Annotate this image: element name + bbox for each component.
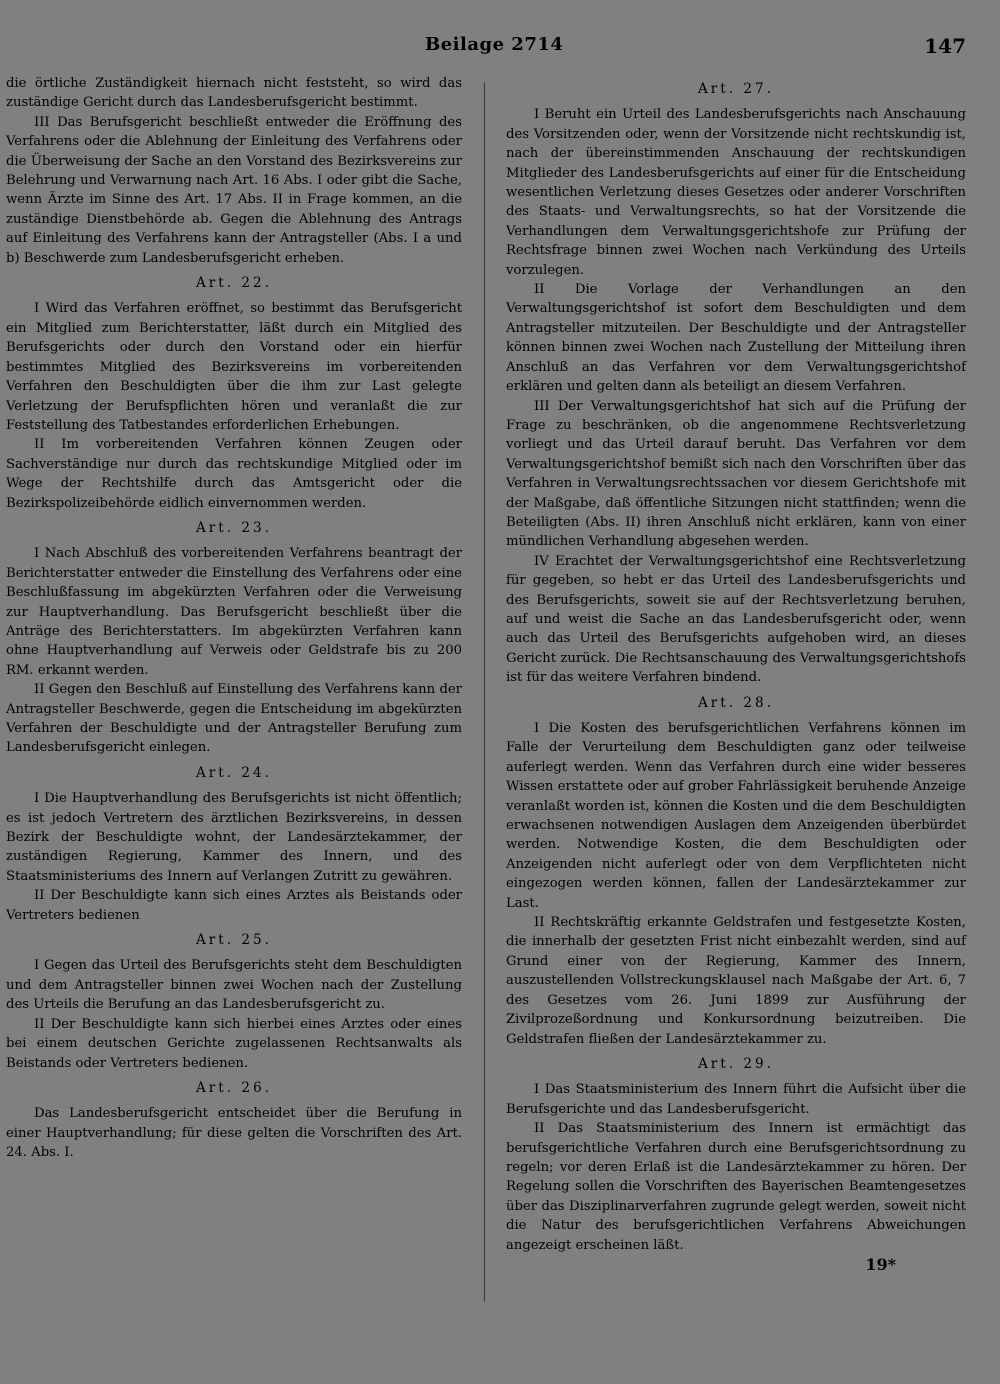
article-heading: Art. 28.: [697, 694, 775, 711]
page-header: [0, 34, 1000, 64]
paragraph: IV Erachtet der Verwaltungsgerichtshof eine Rechtsverletzung für gegeben, so hebt er das Urteil des Landesberufsgerichts und des Berufsgerichts, soweit sie auf der Rechtsverletzung beruhen, auf und weist die Sache an das Landesberufsgericht oder, wenn auch das Urteil des Berufsgerichts aufgehoben wird, an dieses Gericht zurück. Die Rechtsanschauung des Verwaltungsgerichtshofs ist für das weitere Verfahren bindend.: [506, 553, 966, 686]
article-heading: Art. 23.: [195, 519, 273, 536]
paragraph: I Die Hauptverhandlung des Berufsgerichts ist nicht öffentlich; es ist jedoch Vertretern des ärztlichen Bezirksvereins, in dessen Bezirk der Beschuldigte wohnt, der Landesärztekammer, der zuständigen Regierung, Kammer des Innern, und des Staatsministeriums des Innern auf Verlangen Zutritt zu gewähren.: [6, 791, 462, 884]
paragraph: II Rechtskräftig erkannte Geldstrafen und festgesetzte Kosten, die innerhalb der gesetzten Frist nicht einbezahlt werden, sind auf Grund einer von der Regierung, Kammer des Innern, auszustellenden Vollstreckungsklausel nach Maßgabe der Art. 6, 7 des Gesetzes vom 26. Juni 1899 zur Ausführung der Zivilprozeßordnung und Konkursordnung beizutreiben. Die Geldstrafen fließen der Landesärztekammer zu.: [506, 915, 966, 1047]
column-divider: [484, 82, 485, 1302]
paragraph: I Gegen das Urteil des Berufsgerichts steht dem Beschuldigten und dem Antragsteller binnen zwei Wochen nach der Zustellung des Urteils die Berufung an das Landesberufsgericht zu.: [6, 958, 462, 1013]
paragraph: I Das Staatsministerium des Innern führt die Aufsicht über die Berufsgerichte und das Landesberufsgericht.: [506, 1082, 966, 1117]
paragraph: II Der Beschuldigte kann sich hierbei eines Arztes oder eines bei einem deutschen Gerichte zugelassenen Rechtsanwalts als Beistands oder Vertreters bedienen.: [6, 1016, 462, 1071]
paragraph: II Der Beschuldigte kann sich eines Arztes als Beistands oder Vertreters bedienen: [6, 888, 462, 923]
article-heading: Art. 22.: [195, 275, 273, 292]
paragraph: II Das Staatsministerium des Innern ist ermächtigt das berufsgerichtliche Verfahren durch eine Berufsgerichtsordnung zu regeln; vor deren Erlaß ist die Landesärztekammer zu hören. Der Regelung sollen die Vorschriften des Bayerischen Beamtengesetzes über das Disziplinarverfahren zugrunde gelegt werden, soweit nicht die Natur des berufsgerichtlichen Verfahrens Abweichungen angezeigt erscheinen läßt.: [506, 1121, 966, 1253]
article-heading: Art. 26.: [195, 1079, 273, 1096]
article-heading: Art. 29.: [697, 1055, 775, 1072]
paragraph: II Im vorbereitenden Verfahren können Zeugen oder Sachverständige nur durch das rechtskundige Mitglied oder im Wege der Rechtshilfe durch das Amtsgericht oder die Bezirkspolizeibehörde eidlich einvernommen werden.: [6, 437, 462, 511]
signature-mark: 19*: [865, 1254, 896, 1274]
paragraph: III Das Berufsgericht beschließt entweder die Eröffnung des Verfahrens oder die Ablehnung der Einleitung des Verfahrens oder die Überweisung der Sache an den Vorstand des Bezirksvereins zur Belehrung und Verwarnung nach Art. 16 Abs. I oder gibt die Sache, wenn Ärzte im Sinne des Art. 17 Abs. II in Frage kommen, an die zuständige Dienstbehörde ab. Gegen die Ablehnung des Antrags auf Einleitung des Verfahrens kann der Antragsteller (Abs. I a und b) Beschwerde zum Landesberufsgericht erheben.: [6, 114, 462, 266]
paragraph: II Gegen den Beschluß auf Einstellung des Verfahrens kann der Antragsteller Beschwerde, gegen die Entscheidung im abgekürzten Verfahren der Beschuldigte und der Antragsteller Berufung zum Landesberufsgericht einlegen.: [6, 682, 462, 756]
paragraph: I Nach Abschluß des vorbereitenden Verfahrens beantragt der Berichterstatter entweder die Einstellung des Verfahrens oder eine Beschlußfassung im abgekürzten Verfahren oder die Verweisung zur Hauptverhandlung. Das Berufsgericht beschließt über die Anträge des Berichterstatters. Im abgekürzten Verfahren kann ohne Hauptverhandlung auf Verweis oder Geldstrafe bis zu 200 RM. erkannt werden.: [6, 546, 462, 678]
paragraph: Das Landesberufsgericht entscheidet über die Berufung in einer Hauptverhandlung; für diese gelten die Vorschriften des Art. 24. Abs. I.: [6, 1106, 462, 1161]
paragraph: II Die Vorlage der Verhandlungen an den Verwaltungsgerichtshof ist sofort dem Beschuldigten und dem Antragsteller mitzuteilen. Der Beschuldigte und der Antragsteller können binnen zwei Wochen nach Zustellung der Mitteilung ihren Anschluß an das Verfahren vor dem Verwaltungsgerichtshof erklären und gelten dann als beteiligt an diesem Verfahren.: [506, 282, 966, 395]
left-column: [6, 74, 462, 1163]
paragraph: III Der Verwaltungsgerichtshof hat sich auf die Prüfung der Frage zu beschränken, ob die angenommene Rechtsverletzung vorliegt und das Urteil darauf beruht. Das Verfahren vor dem Verwaltungsgerichtshof bemißt sich nach den Vorschriften über das Verfahren in Verwaltungsrechtssachen vor diesem Gerichtshofe mit der Maßgabe, daß öffentliche Sitzungen nicht stattfinden; wenn die Beteiligten (Abs. II) ihren Anschluß nicht erklären, kann von einer mündlichen Verhandlung abgesehen werden.: [506, 398, 966, 550]
paragraph: I Die Kosten des berufsgerichtlichen Verfahrens können im Falle der Verurteilung dem Beschuldigten ganz oder teilweise auferlegt werden. Wenn das Verfahren durch eine wider besseres Wissen erstattete oder auf grober Fahrlässigkeit beruhende Anzeige veranlaßt worden ist, können die Kosten und die dem Beschuldigten erwachsenen notwendigen Auslagen dem Anzeigenden überbürdet werden. Notwendige Kosten, die dem Beschuldigten oder Anzeigenden nicht auferlegt oder von dem Verpflichteten nicht eingezogen werden können, fallen der Landesärztekammer zur Last.: [506, 721, 966, 911]
paragraph: I Wird das Verfahren eröffnet, so bestimmt das Berufsgericht ein Mitglied zum Berichterstatter, läßt durch ein Mitglied des Berufsgerichts oder durch den Vorstand oder ein hierfür bestimmtes Mitglied des Bezirksvereins im vorbereitenden Verfahren den Beschuldigten über die ihm zur Last gelegte Verletzung der Berufspflichten hören und veranlaßt die zur Feststellung des Tatbestandes erforderlichen Erhebungen.: [6, 301, 462, 433]
paragraph: die örtliche Zuständigkeit hiernach nicht feststeht, so wird das zuständige Gericht durch das Landesberufsgericht bestimmt.: [6, 76, 462, 111]
page-number: 147: [924, 34, 966, 58]
right-column: [506, 74, 966, 1274]
page-title: Beilage 2714: [425, 34, 564, 55]
article-heading: Art. 27.: [697, 81, 775, 97]
article-heading: Art. 25.: [195, 932, 273, 949]
article-heading: Art. 24.: [195, 764, 273, 781]
paragraph: I Beruht ein Urteil des Landesberufsgerichts nach Anschauung des Vorsitzenden oder, wenn der Vorsitzende nicht rechtskundig ist, nach der übereinstimmenden Anschauung der rechtskundigen Mitglieder des Landesberufsgerichts auf einer für die Entscheidung wesentlichen Verletzung dieses Gesetzes oder anderer Vorschriften des Staats- und Verwaltungsrechts, so hat der Vorsitzende die Verhandlungen dem Verwaltungsgerichtshofe zur Prüfung der Rechtsfrage binnen zwei Wochen nach Verkündung des Urteils vorzulegen.: [506, 107, 966, 278]
